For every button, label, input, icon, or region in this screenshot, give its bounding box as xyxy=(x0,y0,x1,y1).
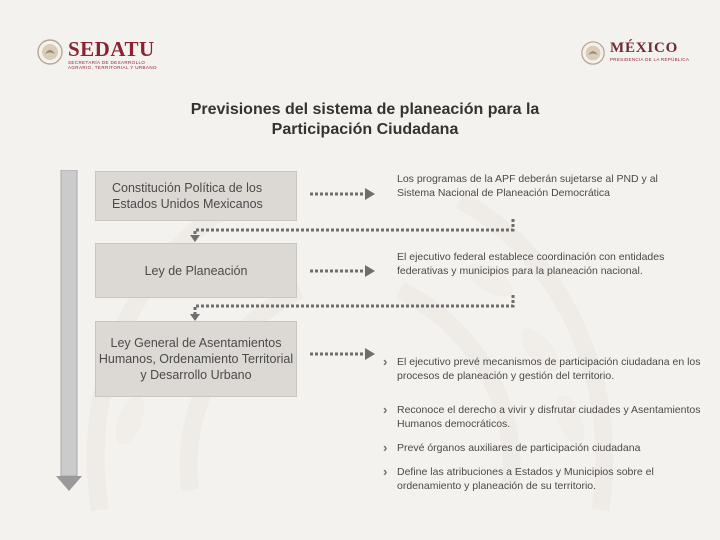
sedatu-subtitle-2: AGRARIO, TERRITORIAL Y URBANO xyxy=(68,65,157,70)
mexico-brand: MÉXICO xyxy=(610,40,679,56)
mexico-logo xyxy=(580,40,689,66)
bullet-text: El ejecutivo prevé mecanismos de participación ciudadana en los procesos de planeación y gestión del territorio. xyxy=(397,356,701,382)
list-item xyxy=(383,441,640,455)
level-box-ley-general: Ley General de Asentamientos Humanos, Ordenamiento Territorial y Desarrollo Urbano xyxy=(95,321,297,397)
eagle-seal-icon xyxy=(36,38,64,66)
page-title xyxy=(150,100,580,140)
sedatu-brand: SEDATU xyxy=(68,37,155,61)
bullet-text: Reconoce el derecho a vivir y disfrutar ciudades y Asentamientos Humanos democráticos. xyxy=(397,404,701,430)
eagle-seal-icon xyxy=(580,40,606,66)
list-item xyxy=(383,403,703,431)
sedatu-logo xyxy=(36,38,157,70)
chevron-right-icon: › xyxy=(383,440,388,455)
title-line-1: Previsiones del sistema de planeación para la xyxy=(190,101,540,118)
level-description-constitucion: Los programas de la APF deberán sujetarse al PND y al Sistema Nacional de Planeación Democrática xyxy=(397,173,658,199)
level-description-ley-planeacion: El ejecutivo federal establece coordinación con entidades federativas y municipios para la planeación nacional. xyxy=(397,251,665,277)
list-item xyxy=(383,465,703,493)
hierarchy-down-arrow-icon xyxy=(56,170,82,492)
title-line-2: Participación Ciudadana xyxy=(271,121,459,138)
chevron-right-icon: › xyxy=(383,402,388,417)
chevron-right-icon: › xyxy=(383,464,388,479)
sedatu-subtitle-1: SECRETARÍA DE DESARROLLO xyxy=(68,60,146,65)
bullet-text: Define las atribuciones a Estados y Municipios sobre el ordenamiento y planeación de su territorio. xyxy=(397,466,654,492)
mexico-subtitle: PRESIDENCIA DE LA REPÚBLICA xyxy=(610,57,690,62)
bullet-text: Prevé órganos auxiliares de participación ciudadana xyxy=(397,442,641,454)
level-box-constitucion: Constitución Política de los Estados Unidos Mexicanos xyxy=(95,171,297,221)
chevron-right-icon: › xyxy=(383,354,388,369)
background-emblem-icon xyxy=(40,90,660,530)
level-box-ley-planeacion: Ley de Planeación xyxy=(95,243,297,298)
list-item xyxy=(383,355,703,383)
